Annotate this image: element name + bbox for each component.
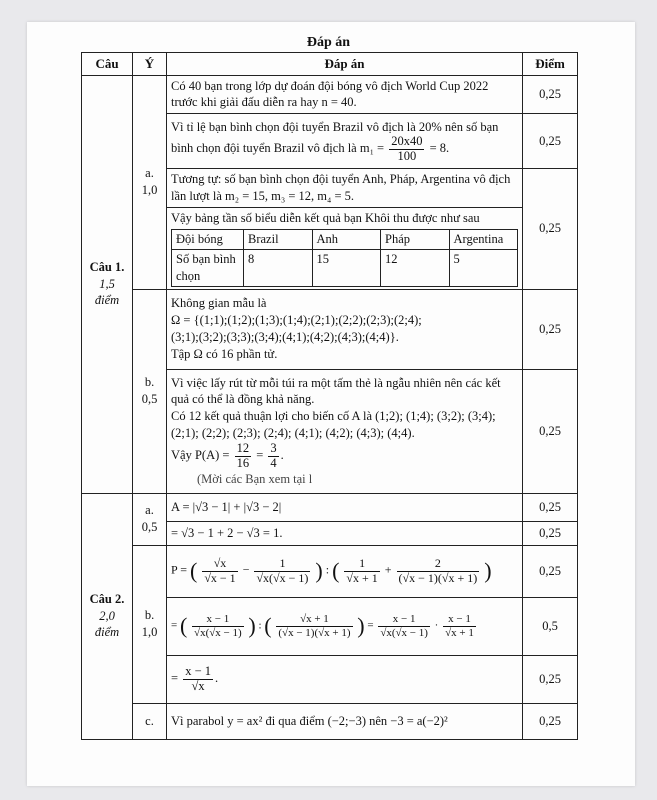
answer-2b-line-3 [167, 655, 523, 703]
frequency-header-row [172, 229, 518, 249]
answer-text: Vậy P(A) = [171, 448, 230, 463]
freq-head: Đội bóng [172, 229, 244, 249]
paren: ) [484, 558, 492, 584]
freq-value: 12 [381, 249, 450, 286]
freq-head: Argentina [449, 229, 518, 249]
header-diem: Điểm [523, 53, 578, 76]
answer-1a-line-4 [167, 208, 523, 290]
fraction [344, 557, 379, 584]
part-1b-cell [133, 289, 167, 493]
denominator: √x(√x − 1) [256, 570, 309, 585]
question-2-points: 2,0 điểm [94, 608, 120, 640]
freq-head: Pháp [381, 229, 450, 249]
numerator: x − 1 [378, 613, 430, 626]
freq-head: Brazil [244, 229, 313, 249]
denominator: √x + 1 [445, 626, 474, 639]
period: . [280, 448, 284, 463]
paren: ( [264, 613, 272, 639]
question-1-label: Câu 1. [89, 259, 125, 274]
question-2-label: Câu 2. [89, 591, 125, 606]
header-row [82, 53, 578, 76]
equals: = [171, 670, 179, 685]
part-2a-cell [133, 493, 167, 545]
paren: ) [357, 613, 365, 639]
numerator: x − 1 [185, 663, 211, 678]
freq-value: 5 [449, 249, 518, 286]
answer-1a-line-1: Có 40 bạn trong lớp dự đoán đội bóng vô địch World Cup 2022 trước khi giải đấu diễn ra hay n = 40. [167, 75, 523, 114]
freq-head: Anh [312, 229, 381, 249]
score-cell: 0,25 [523, 369, 578, 493]
answer-text: Ω = {(1;1);(1;2);(1;3);(1;4);(2;1);(2;2);(2;3);(2;4); [171, 313, 422, 328]
header-dap-an: Đáp án [167, 53, 523, 76]
numerator: 12 [236, 441, 250, 456]
score-cell: 0,25 [523, 169, 578, 289]
fraction [268, 442, 278, 471]
table-row [82, 289, 578, 369]
part-1b-label: b. [144, 375, 155, 390]
score-cell: 0,5 [523, 597, 578, 655]
denominator: √x(√x − 1) [194, 626, 242, 639]
part-2c-cell: c. [133, 703, 167, 739]
numerator: 2 [397, 557, 480, 571]
answer-2a-line-1: A = |√3 − 1| + |√3 − 2| [167, 493, 523, 521]
question-2-cell [82, 493, 133, 739]
answer-text: Tập Ω có 16 phần tử. [171, 346, 278, 361]
answer-1b-line-1 [167, 289, 523, 369]
fraction [378, 613, 430, 638]
paren: ) [248, 613, 256, 639]
table-row [82, 703, 578, 739]
paren: ( [332, 558, 340, 584]
part-1a-cell [133, 75, 167, 289]
numerator: 1 [344, 557, 379, 571]
fraction [192, 613, 244, 638]
denominator: (√x − 1)(√x + 1) [278, 626, 351, 639]
answer-text: Vậy bảng tần số biểu diễn kết quả bạn Khôi thu được như sau [171, 211, 480, 226]
answer-1b-line-2 [167, 369, 523, 493]
header-cau: Câu [82, 53, 133, 76]
equals: = [367, 619, 374, 632]
denominator: √x + 1 [346, 570, 378, 585]
answer-text: Không gian mẫu là [171, 296, 267, 311]
operator: · [434, 619, 439, 632]
numerator: x − 1 [192, 613, 244, 626]
denominator: √x − 1 [204, 570, 236, 585]
operator: : [258, 619, 262, 632]
question-1-points: 1,5 điểm [94, 276, 120, 308]
header-y: Ý [133, 53, 167, 76]
numerator: √x [202, 557, 237, 571]
denominator: 4 [270, 455, 277, 470]
numerator: √x + 1 [276, 613, 352, 626]
part-2a-points: 0,5 [141, 520, 158, 535]
score-cell: 0,25 [523, 493, 578, 521]
part-1b-points: 0,5 [141, 392, 158, 407]
score-cell: 0,25 [523, 289, 578, 369]
part-1a-label: a. [145, 166, 154, 181]
fraction [389, 135, 424, 164]
freq-value: Số bạn bình chọn [172, 249, 244, 286]
paren: ( [179, 613, 188, 639]
answer-2b-line-2 [167, 597, 523, 655]
score-cell: 0,25 [523, 655, 578, 703]
table-row [82, 75, 578, 114]
fraction [254, 557, 310, 584]
table-row [82, 545, 578, 597]
table-row [82, 493, 578, 521]
operator: + [384, 562, 392, 577]
paren: ( [190, 558, 198, 584]
denominator: 100 [397, 149, 417, 164]
operator: : [325, 562, 330, 577]
answer-text: P = [171, 562, 187, 577]
answer-2c-line-1: Vì parabol y = ax² đi qua điểm (−2;−3) nên −3 = a(−2)² [167, 703, 523, 739]
denominator: (√x − 1)(√x + 1) [398, 570, 478, 585]
numerator: 20x40 [391, 134, 423, 149]
score-cell: 0,25 [523, 521, 578, 545]
operator: − [242, 562, 250, 577]
probability-line [171, 442, 518, 471]
fraction [202, 557, 237, 584]
part-2a-label: a. [145, 503, 154, 518]
denominator: 16 [236, 455, 250, 470]
period: . [215, 670, 219, 685]
score-cell: 0,25 [523, 114, 578, 169]
answer-text: (3;1);(3;2);(3;3);(3;4);(4;1);(4;2);(4;3);(4;4)}. [171, 330, 399, 345]
score-cell: 0,25 [523, 75, 578, 114]
numerator: 3 [270, 441, 277, 456]
score-cell: 0,25 [523, 545, 578, 597]
answer-text: Vì tỉ lệ bạn bình chọn đội tuyển Brazil vô địch là 20% nên số bạn bình chọn đội tuyển Brazil vô địch là m₁ = [171, 119, 499, 156]
denominator: √x(√x − 1) [380, 626, 428, 639]
numerator: x − 1 [443, 613, 476, 626]
freq-value: 8 [244, 249, 313, 286]
part-1a-points: 1,0 [141, 183, 158, 198]
part-2b-points: 1,0 [141, 625, 158, 640]
answer-text: Vì việc lấy rút từ mỗi túi ra một tấm thẻ là ngẫu nhiên nên các kết quả có thể là đồng khả năng. [171, 375, 501, 407]
numerator: 1 [254, 557, 310, 571]
page-title: Đáp án [306, 35, 351, 50]
answer-text: Có 12 kết quả thuận lợi cho biến cố A là (1;2); (1;4); (3;2); (3;4); (2;1); (2;2); (2;3); (2;4); (4;1); (4;2); (4;3); (4;4). [171, 409, 496, 441]
answer-2a-line-2: = √3 − 1 + 2 − √3 = 1. [167, 521, 523, 545]
note-text: (Mời các Bạn xem tại l [197, 471, 313, 486]
fraction [443, 613, 476, 638]
equals: = [171, 619, 178, 632]
fraction [397, 557, 480, 584]
score-cell: 0,25 [523, 703, 578, 739]
frequency-value-row [172, 249, 518, 286]
paren: ) [315, 558, 323, 584]
denominator: √x [191, 678, 205, 693]
frequency-table [171, 229, 518, 287]
part-2b-cell [133, 545, 167, 703]
answer-1a-line-2 [167, 114, 523, 169]
freq-value: 15 [312, 249, 381, 286]
fraction [276, 613, 352, 638]
equals: = [256, 448, 264, 463]
fraction [183, 665, 213, 694]
answer-2b-line-1 [167, 545, 523, 597]
question-1-cell [82, 75, 133, 493]
part-2b-label: b. [144, 608, 155, 623]
fraction [235, 442, 252, 471]
answer-1a-line-3: Tương tự: số bạn bình chọn đội tuyển Anh, Pháp, Argentina vô địch lần lượt là m₂ = 15, m₃ = 12, m₄ = 5. [167, 169, 523, 208]
answer-text: = 8. [429, 141, 450, 156]
answer-table [81, 52, 578, 740]
